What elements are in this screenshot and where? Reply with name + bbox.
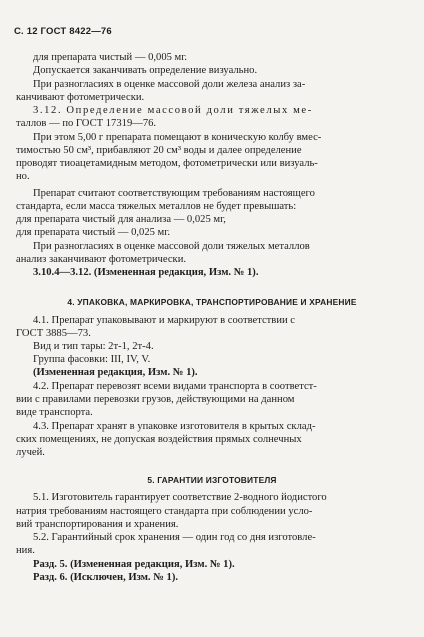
text-line: виде транспорта. — [16, 407, 93, 418]
text-line: При разногласиях в оценке массовой доли железа анализ за- — [33, 79, 306, 90]
text-line: 4.3. Препарат хранят в упаковке изготовителя в крытых склад- — [33, 421, 316, 432]
text-line: ГОСТ 3885—73. — [16, 328, 91, 339]
text-line: проводят тиоацетамидным методом, фотометрически или визуаль- — [16, 158, 318, 169]
page-header: С. 12 ГОСТ 8422—76 — [14, 26, 112, 37]
text-line: стандарта, если масса тяжелых металлов не будет превышать: — [16, 201, 297, 212]
text-line: При разногласиях в оценке массовой доли тяжелых металлов — [33, 241, 310, 252]
text-line: для препарата чистый — 0,025 мг. — [16, 227, 171, 238]
text-line: При этом 5,00 г препарата помещают в коническую колбу вмес- — [33, 132, 322, 143]
text-line: 4.2. Препарат перевозят всеми видами транспорта в соответст- — [33, 381, 317, 392]
text-line: 4.1. Препарат упаковывают и маркируют в соответствии с — [33, 315, 296, 326]
text-line: для препарата чистый для анализа — 0,025 мг, — [16, 214, 226, 225]
text-line: но. — [16, 171, 30, 182]
amendment-note: Разд. 5. (Измененная редакция, Изм. № 1). — [33, 559, 235, 570]
amendment-note: Разд. 6. (Исключен, Изм. № 1). — [33, 572, 178, 583]
text-line: тимостью 50 см³, прибавляют 20 см³ воды и далее определение — [16, 145, 302, 156]
amendment-note: (Измененная редакция, Изм. № 1). — [33, 367, 198, 378]
text-line: натрия требованиям настоящего стандарта при соблюдении усло- — [16, 506, 313, 517]
text-line: канчивают фотометрически. — [16, 92, 145, 103]
text-line: Вид и тип тары: 2т-1, 2т-4. — [33, 341, 154, 352]
text-line: лучей. — [16, 447, 45, 458]
text-line: ния. — [16, 545, 35, 556]
text-line: таллов — по ГОСТ 17319—76. — [16, 118, 157, 129]
text-line: вий транспортирования и хранения. — [16, 519, 179, 530]
text-line: для препарата чистый — 0,005 мг. — [33, 52, 188, 63]
text-line: 3.12. Определение массовой доли тяжелых ме- — [33, 105, 313, 116]
text-line: ских помещениях, не допуская воздействия прямых солнечных — [16, 434, 302, 445]
text-line: Допускается заканчивать определение визуально. — [33, 65, 258, 76]
text-line: Группа фасовки: III, IV, V. — [33, 354, 151, 365]
text-line: 5.2. Гарантийный срок хранения — один год со дня изготовле- — [33, 532, 316, 543]
section-4-heading: 4. УПАКОВКА, МАРКИРОВКА, ТРАНСПОРТИРОВАНИЕ И ХРАНЕНИЕ — [67, 297, 357, 307]
text-line: 5.1. Изготовитель гарантирует соответствие 2-водного йодистого — [33, 492, 327, 503]
amendment-note: 3.10.4—3.12. (Измененная редакция, Изм. № 1). — [33, 267, 259, 278]
text-line: анализ заканчивают фотометрически. — [16, 254, 187, 265]
text-line: Препарат считают соответствующим требованиям настоящего — [33, 188, 315, 199]
text-line: вии с правилами перевозки грузов, действующими на данном — [16, 394, 295, 405]
section-5-heading: 5. ГАРАНТИИ ИЗГОТОВИТЕЛЯ — [147, 475, 277, 485]
